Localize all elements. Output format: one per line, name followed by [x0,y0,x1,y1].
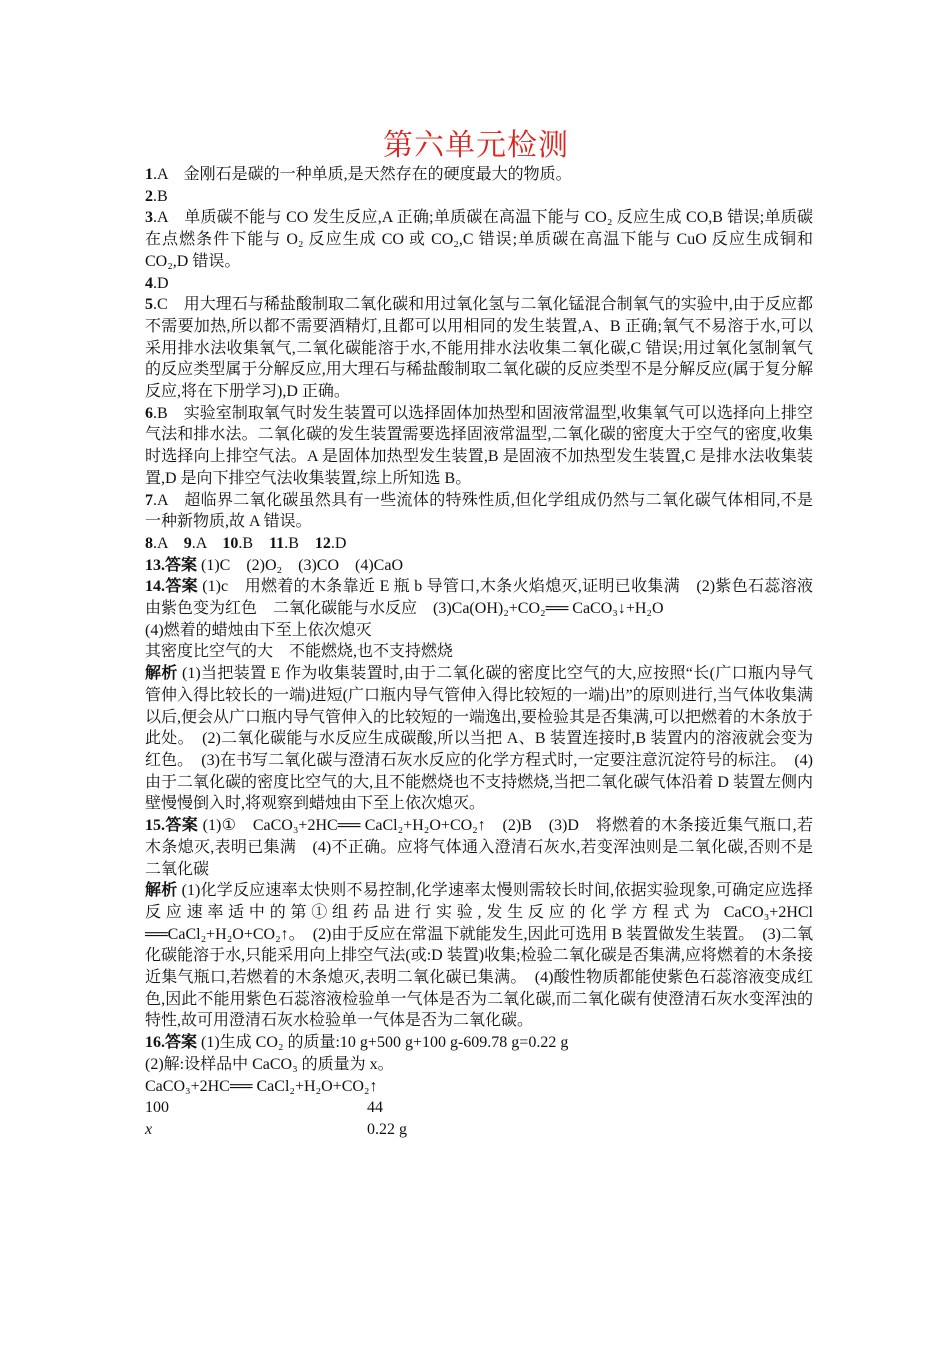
answer-text: .A 金刚石是碳的一种单质,是天然存在的硬度最大的物质。 [153,166,572,183]
answer-text: (1)① CaCO₃+2HC══ CaCl₂+H₂O+CO₂↑ (2)B (3)D 将燃着的木条接近集气瓶口,若木条熄灭,表明已集满 (4)不正确。应将气体通入澄清石灰水,若变浑浊则是二氧化碳,否则不是二氧化碳 [145,817,813,878]
analysis-14 [145,663,813,815]
answer-text: .A 单质碳不能与 CO 发生反应,A 正确;单质碳在高温下能与 CO₂ 反应生成 CO,B 错误;单质碳在点燃条件下能与 O₂ 反应生成 CO 或 CO₂,C 错误;单质碳在高温下能与 CuO 反应生成铜和 CO₂,D 错误。 [145,209,813,270]
answer-5 [145,294,813,403]
answer-6 [145,403,813,490]
question-number: 15 [145,817,161,835]
question-number: 2 [145,187,153,205]
ratio-row-2 [145,1119,813,1141]
answer-14-line2: (4)燃着的蜡烛由下至上依次熄灭 [145,621,372,639]
answer-text: .B 实验室制取氧气时发生装置可以选择固体加热型和固液常温型,收集氧气可以选择向上排空气法和排水法。二氧化碳的发生装置需要选择固液常温型,二氧化碳的密度大于空气的密度,收集时选择向上排空气法。A 是固体加热型发生装置,B 是固液不加热型发生装置,C 是排水法收集装置,D 是向下排空气法收集装置,综上所知选 B。 [145,404,813,487]
answer-text: .B [153,187,168,205]
question-number: 6 [145,404,153,422]
analysis-text: (1)当把装置 E 作为收集装置时,由于二氧化碳的密度比空气的大,应按照“长(广口瓶内导气管伸入得比较长的一端)进短(广口瓶内导气管伸入得比较短的一端)出”的原则进行,当气体收集满以后,便会从广口瓶内导气管伸入的比较短的一端逸出,要检验其是否集满,可以把燃着的木条放于此处。 (2)二氧化碳能与水反应生成碳酸,所以当把 A、B 装置连接时,B 装置内的溶液就会变为红色。 (3)在书写二氧化碳与澄清石灰水反应的化学方程式时,一定要注意沉淀符号的标注。 (4)由于二氧化碳的密度比空气的大,且不能燃烧也不支持燃烧,当把二氧化碳气体沿着 D 装置左侧内壁慢慢倒入时,将观察到蜡烛由下至上依次熄灭。 [145,665,814,813]
analysis-label: 解析 [145,882,178,900]
question-number: 13 [145,556,161,574]
question-number: 4 [145,274,153,292]
answer-15 [145,815,813,880]
answer-16 [145,1032,813,1054]
answer-text: (1)C (2)O₂ (3)CO (4)CaO [197,556,404,574]
answer-16-line2: (2)解:设样品中 CaCO₃ 的质量为 x。 [145,1055,394,1073]
answer-body [145,164,813,1141]
ratio-value: 44 [367,1099,383,1117]
question-number: 10 [222,534,239,552]
answer-text: (1)c 用燃着的木条靠近 E 瓶 b 导管口,木条火焰熄灭,证明已收集满 (2)紫色石蕊溶液由紫色变为红色 二氧化碳能与水反应 (3)Ca(OH)₂+CO₂══ CaCO₃↓+H₂O [145,578,813,618]
equation-16: CaCO₃+2HC══ CaCl₂+H₂O+CO₂↑ [145,1077,378,1095]
question-number: 3 [145,209,153,227]
analysis-label: 解析 [145,665,178,683]
answer-label: .答案 [161,1034,198,1052]
answers-8-12 [145,533,813,555]
answer-text: .A 超临界二氧化碳虽然具有一些流体的特殊性质,但化学组成仍然与二氧化碳气体相同,不是一种新物质,故 A 错误。 [145,491,813,531]
answer-14-line3: 其密度比空气的大 不能燃烧,也不支持燃烧 [145,643,454,661]
answer-label: .答案 [161,578,198,596]
analysis-15 [145,880,813,1032]
ratio-value: x [145,1120,153,1138]
answer-text: .A [153,534,184,552]
question-number: 16 [145,1034,161,1052]
answer-text: .B [284,534,315,552]
answer-text: .D [330,534,347,552]
question-number: 8 [145,534,153,552]
question-number: 12 [314,534,331,552]
analysis-text: (1)化学反应速率太快则不易控制,化学速率太慢则需较长时间,依据实验现象,可确定应选择反应速率适中的第①组药品进行实验,发生反应的化学方程式为 CaCO₃+2HCl ══CaCl₂+H₂O+CO₂↑。 (2)由于反应在常温下就能发生,因此可选用 B 装置做发生装置。 (3)二氧化碳能溶于水,只能采用向上排空气法(或:D 装置)收集;检验二氧化碳是否集满,应将燃着的木条接近集气瓶口,若燃着的木条熄灭,表明二氧化碳已集满。 (4)酸性物质都能使紫色石蕊溶液变成红色,因此不能用紫色石蕊溶液检验单一气体是否为二氧化碳,而二氧化碳有使澄清石灰水变浑浊的特性,故可用澄清石灰水检验单一气体是否为二氧化碳。 [145,882,813,1030]
answer-label: .答案 [161,556,198,574]
answer-text: .D [153,274,169,292]
answer-14 [145,576,813,619]
answer-text: .B [238,534,270,552]
answer-2 [145,186,813,208]
page-title: 第六单元检测 [383,128,569,163]
answer-7 [145,490,813,533]
ratio-value: 0.22 g [367,1120,407,1138]
answer-text: .A [191,534,223,552]
ratio-row-1 [145,1097,813,1119]
question-number: 14 [145,578,161,596]
answer-label: .答案 [161,817,199,835]
answer-text: (1)生成 CO₂ 的质量:10 g+500 g+100 g-609.78 g=0.22 g [197,1034,569,1052]
answer-text: .C 用大理石与稀盐酸制取二氧化碳和用过氧化氢与二氧化锰混合制氧气的实验中,由于反应都不需要加热,所以都不需要酒精灯,且都可以用相同的发生装置,A、B 正确;氧气不易溶于水,可以采用排水法收集氧气,二氧化碳能溶于水,不能用排水法收集二氧化碳,C 错误;用过氧化氢制氧气的反应类型属于分解反应,用大理石与稀盐酸制取二氧化碳的反应类型不是分解反应(属于复分解反应,将在下册学习),D 正确。 [145,296,813,401]
question-number: 9 [183,534,192,552]
answer-13 [145,555,813,577]
ratio-value: 100 [145,1099,169,1117]
question-number: 11 [269,534,285,552]
answer-1 [145,164,813,186]
question-number: 7 [145,491,153,509]
answer-4 [145,273,813,295]
question-number: 5 [145,296,153,314]
question-number: 1 [145,166,153,183]
answer-3 [145,207,813,272]
